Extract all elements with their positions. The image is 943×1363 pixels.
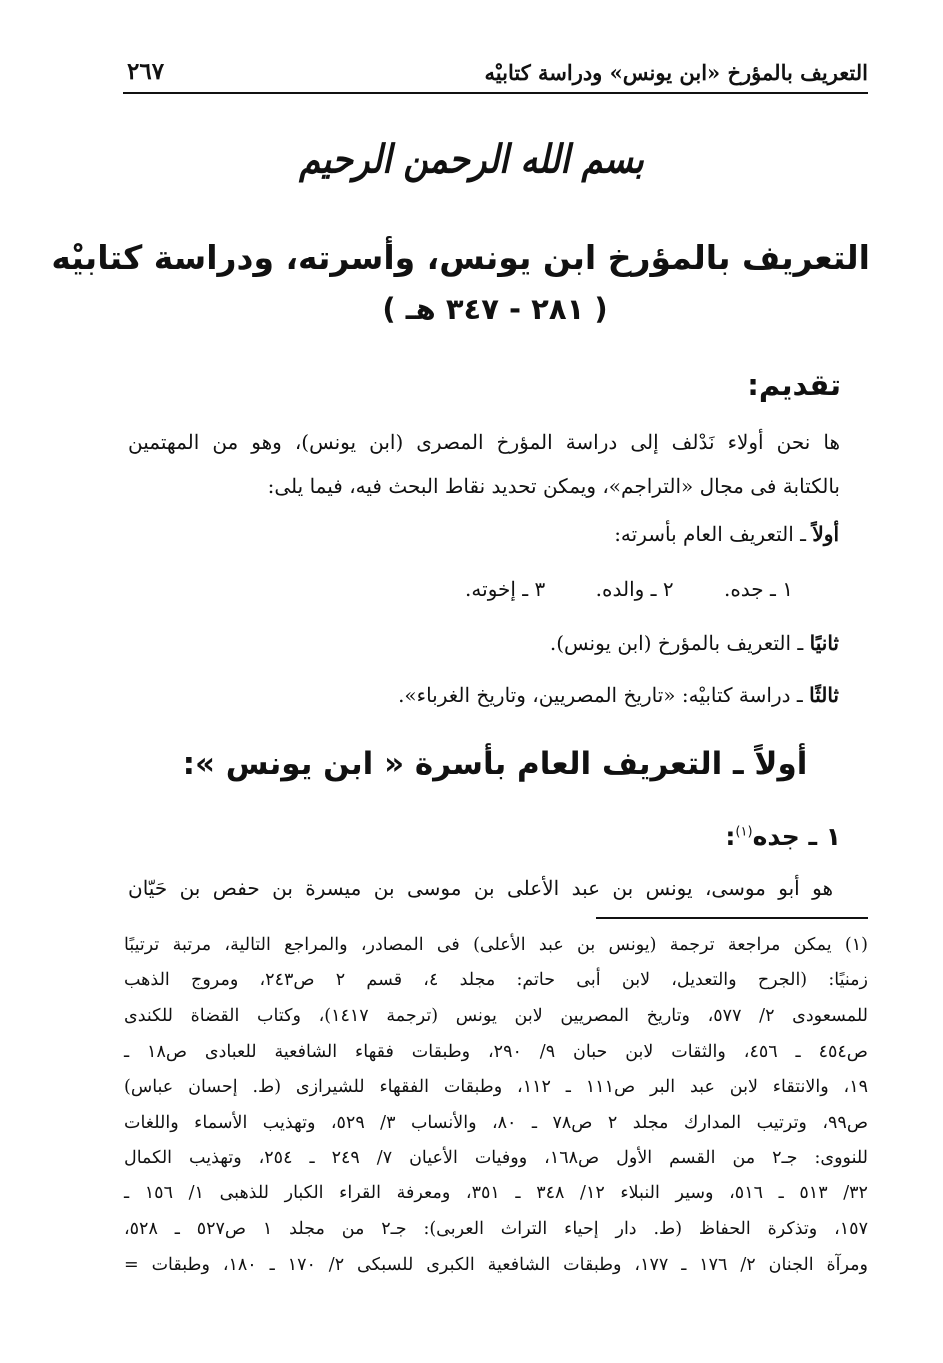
footnote-line-10: ومرآة الجنان ٢/ ١٧٦ ـ ١٧٧، وطبقات الشافعية الكبرى للسبكى ٢/ ١٧٠ ـ ١٨٠، وطبقات = [124,1255,868,1275]
outline-third-lead: ثالثًا [809,683,839,707]
outline-third-text: ـ دراسة كتابيْه: «تاريخ المصريين، وتاريخ الغرباء». [398,683,810,707]
subheading-colon: : [725,822,736,851]
outline-first-text: ـ التعريف العام بأسرته: [614,522,813,546]
section-heading-family: أولاً ـ التعريف العام بأسرة « ابن يونس »: [182,746,808,782]
subheading-text: ١ ـ جده [752,822,841,851]
running-title: التعريف بالمؤرخ «ابن يونس» ودراسة كتابيْه [484,60,868,85]
footnote-line-6: ص٩٩، وترتيب المدارك مجلد ٢ ص٧٨ ـ ٨٠، والأنساب ٣/ ٥٢٩، وتهذيب الأسماء واللغات [124,1113,868,1133]
footnote-line-4: ص٤٥٤ ـ ٤٥٦، والثقات لابن حبان ٩/ ٢٩٠، وطبقات فقهاء الشافعية للعبادى ص١٨ ـ [124,1042,868,1062]
outline-item-third [398,683,839,707]
footnote-line-5: ١٩، والانتقاء لابن عبد البر ص١١١ ـ ١١٢، وطبقات الفقهاء للشيرازى (ط. إحسان عباس) [124,1077,868,1097]
intro-line-1: ها نحن أولاء نَدْلف إلى دراسة المؤرخ المصرى (ابن يونس)، وهو من المهتمين [128,430,840,454]
subitem-father: ٢ ـ والده. [595,577,674,601]
intro-line-2: بالكتابة فى مجال «التراجم»، ويمكن تحديد نقاط البحث فيه، فيما يلى: [267,474,840,498]
footnote-line-9: ١٥٧، وتذكرة الحفاظ (ط. دار إحياء التراث العربى): جـ٢ من مجلد ١ ص٥٢٧ ـ ٥٢٨، [124,1219,868,1239]
intro-heading: تقديم: [747,368,841,402]
outline-first-lead: أولاً [812,522,839,546]
page-number: ٢٦٧ [127,58,165,85]
subitem-grandfather: ١ ـ جده. [723,577,793,601]
footnote-line-8: ٣٢/ ٥١٣ ـ ٥١٦، وسير النبلاء ١٢/ ٣٤٨ ـ ٣٥١، ومعرفة القراء الكبار للذهبى ١/ ١٥٦ ـ [124,1183,868,1203]
subheading-grandfather [725,822,841,851]
footnote-line-2: زمنيًا: (الجرح والتعديل، لابن أبى حاتم: مجلد ٤، قسم ٢ ص٢٤٣، ومروج الذهب [124,970,868,990]
outline-second-lead: ثانيًا [809,631,839,655]
section-body-line: هو أبو موسى، يونس بن عبد الأعلى بن موسى بن ميسرة بن حفص بن حَيّان [128,876,833,900]
outline-subitems [421,577,793,601]
footnote-separator [596,917,868,919]
outline-item-second [550,631,839,655]
subitem-brothers: ٣ ـ إخوته. [465,577,546,601]
running-header [123,56,868,94]
basmala-text: بسم الله الرحمن الرحيم [299,137,644,183]
chapter-title: التعريف بالمؤرخ ابن يونس، وأسرته، ودراسة كتابيْه [51,238,870,277]
basmala-calligraphy [0,137,943,183]
footnote-marker: (١) [735,824,753,840]
outline-item-first [614,522,839,546]
footnote-line-1: (١) يمكن مراجعة ترجمة (يونس بن عبد الأعلى) فى المصادر، والمراجع التالية، مرتبة ترتيبًا [124,935,868,955]
outline-second-text: ـ التعريف بالمؤرخ (ابن يونس). [549,631,810,655]
footnote-line-7: للنووى: جـ٢ من القسم الأول ص١٦٨، ووفيات الأعيان ٧/ ٢٤٩ ـ ٢٥٤، وتهذيب الكمال [124,1148,868,1168]
chapter-dates: ( ٢٨١ - ٣٤٧ هـ ) [382,292,608,326]
footnote-line-3: للمسعودى ٢/ ٥٧٧، وتاريخ المصريين لابن يونس (ترجمة ١٤١٧)، وكتاب القضاة للكندى [124,1006,868,1026]
